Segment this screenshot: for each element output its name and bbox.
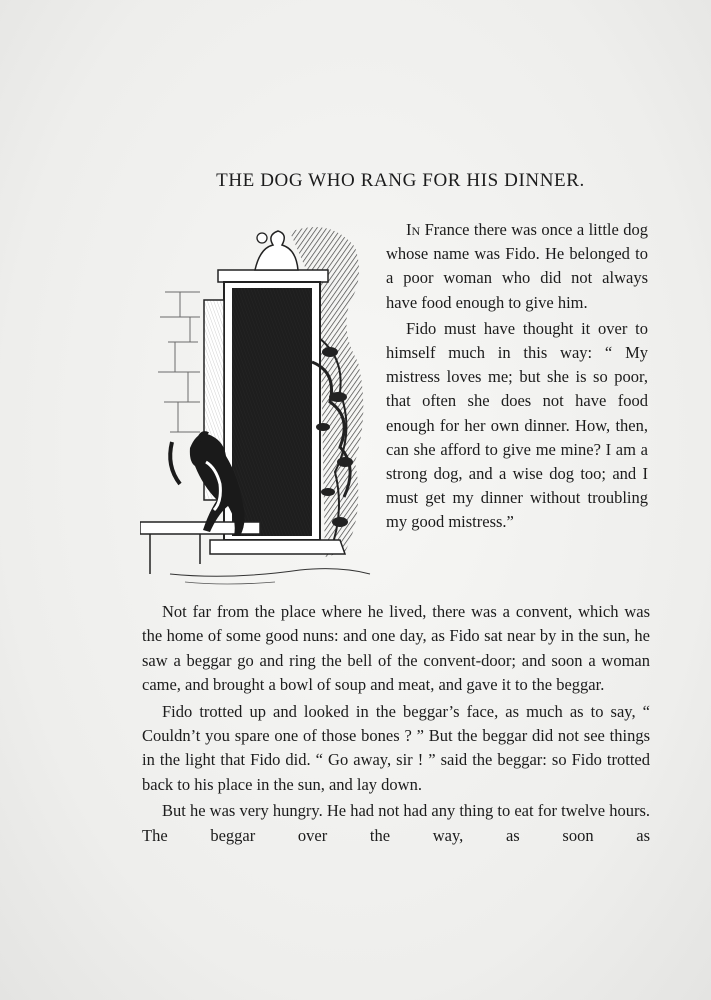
- paragraph-4: Fido trotted up and looked in the beggar’s face, as much as to say, “ Couldn’t you spare one of those bones ? ” But the beggar did not see things in the light that Fido did. “ Go away, sir ! ” said the beggar: so Fido trotted back to his place in the sun, and lay down.: [142, 701, 650, 794]
- paragraph-3: Not far from the place where he lived, there was a convent, which was the home of some good nuns: and one day, as Fido sat near by in the sun, he saw a beggar go and ring the bell of the convent-door; and soon a woman came, and brought a bowl of soup and meat, and gave it to the beggar.: [142, 602, 650, 695]
- narrow-text-column: [386, 218, 648, 535]
- chapter-title: THE DOG WHO RANG FOR HIS DINNER.: [216, 170, 585, 191]
- paragraph-5: But he was very hungry. He had not had any thing to eat for twelve hours. The beggar over the way, as soon as: [142, 801, 650, 845]
- engraving-dog-at-convent-door: [140, 222, 372, 594]
- paragraph-1-text: France there was once a little dog whose name was Fido. He belonged to a poor woman who did not always have food enough to give him.: [386, 220, 648, 312]
- opening-word: In: [406, 220, 421, 239]
- paragraph-1: [386, 218, 648, 315]
- full-width-text: [142, 600, 650, 848]
- paragraph-2: Fido must have thought it over to himself much in this way: “ My mistress loves me; but she is so poor, that often she does not have food enough for her own dinner. How, then, can she afford to give me mine? I am a strong dog, and a wise dog too; and I must get my dinner without troubling my good mistress.”: [386, 318, 648, 532]
